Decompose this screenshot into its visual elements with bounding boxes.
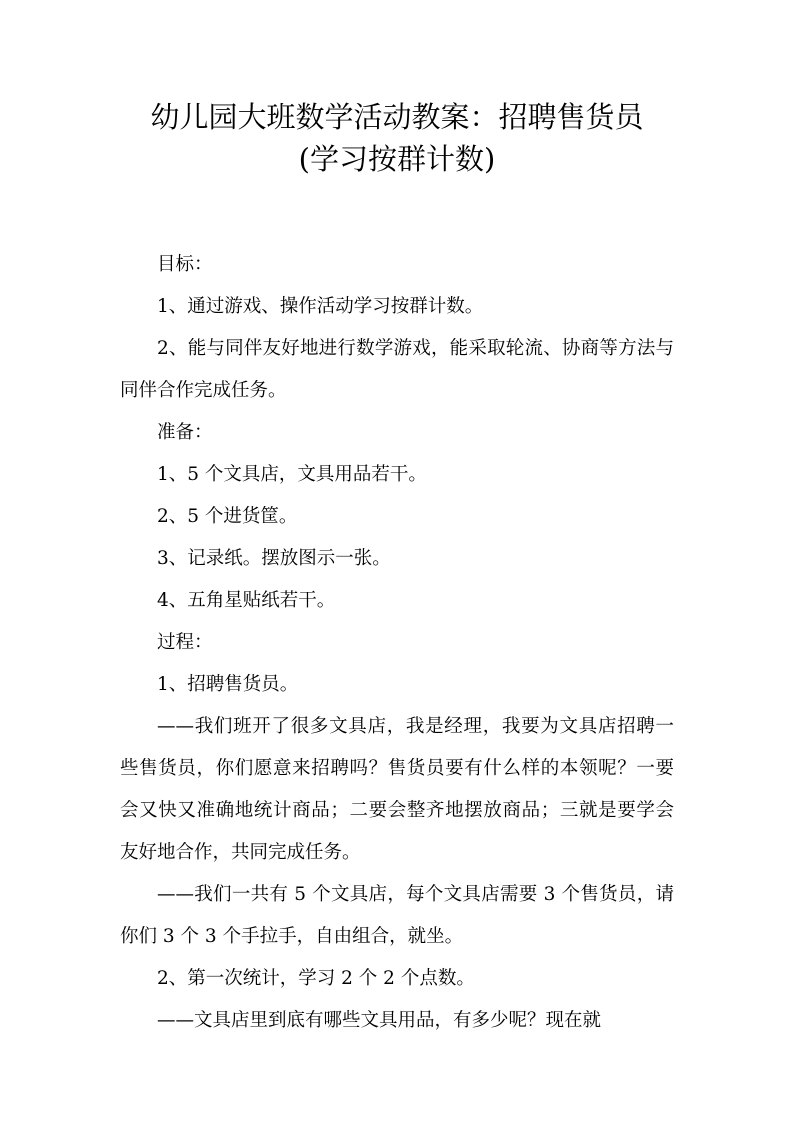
process-paragraph-3: ——文具店里到底有哪些文具用品，有多少呢？现在就	[157, 1010, 602, 1031]
process-step-1: 1、招聘售货员。	[157, 674, 299, 695]
title-line-2: (学习按群计数)	[298, 142, 496, 176]
document-title	[120, 96, 674, 180]
goal-item-1: 1、通过游戏、操作活动学习按群计数。	[157, 296, 484, 317]
section-heading-process: 过程：	[157, 632, 213, 653]
section-heading-preparation: 准备：	[157, 422, 213, 443]
title-line-1: 幼儿园大班数学活动教案：招聘售货员	[150, 100, 644, 134]
process-paragraph-1: ——我们班开了很多文具店，我是经理，我要为文具店招聘一些售货员，你们愿意来招聘吗？售货员要有什么样的本领呢？一要会又快又准确地统计商品；二要会整齐地摆放商品；三就是要学会友好地合作，共同完成任务。	[120, 716, 674, 863]
preparation-item-4: 4、五角星贴纸若干。	[157, 590, 336, 611]
preparation-item-1: 1、5 个文具店，文具用品若干。	[157, 464, 427, 485]
document-body	[120, 244, 674, 1042]
preparation-item-2: 2、5 个进货筐。	[157, 506, 298, 527]
section-heading-goals: 目标：	[157, 254, 213, 275]
goal-item-2: 2、能与同伴友好地进行数学游戏，能采取轮流、协商等方法与同伴合作完成任务。	[120, 338, 674, 401]
process-paragraph-2: ——我们一共有 5 个文具店，每个文具店需要 3 个售货员，请你们 3 个 3 个手拉手，自由组合，就坐。	[120, 884, 674, 947]
process-step-2: 2、第一次统计，学习 2 个 2 个点数。	[157, 968, 475, 989]
preparation-item-3: 3、记录纸。摆放图示一张。	[157, 548, 391, 569]
